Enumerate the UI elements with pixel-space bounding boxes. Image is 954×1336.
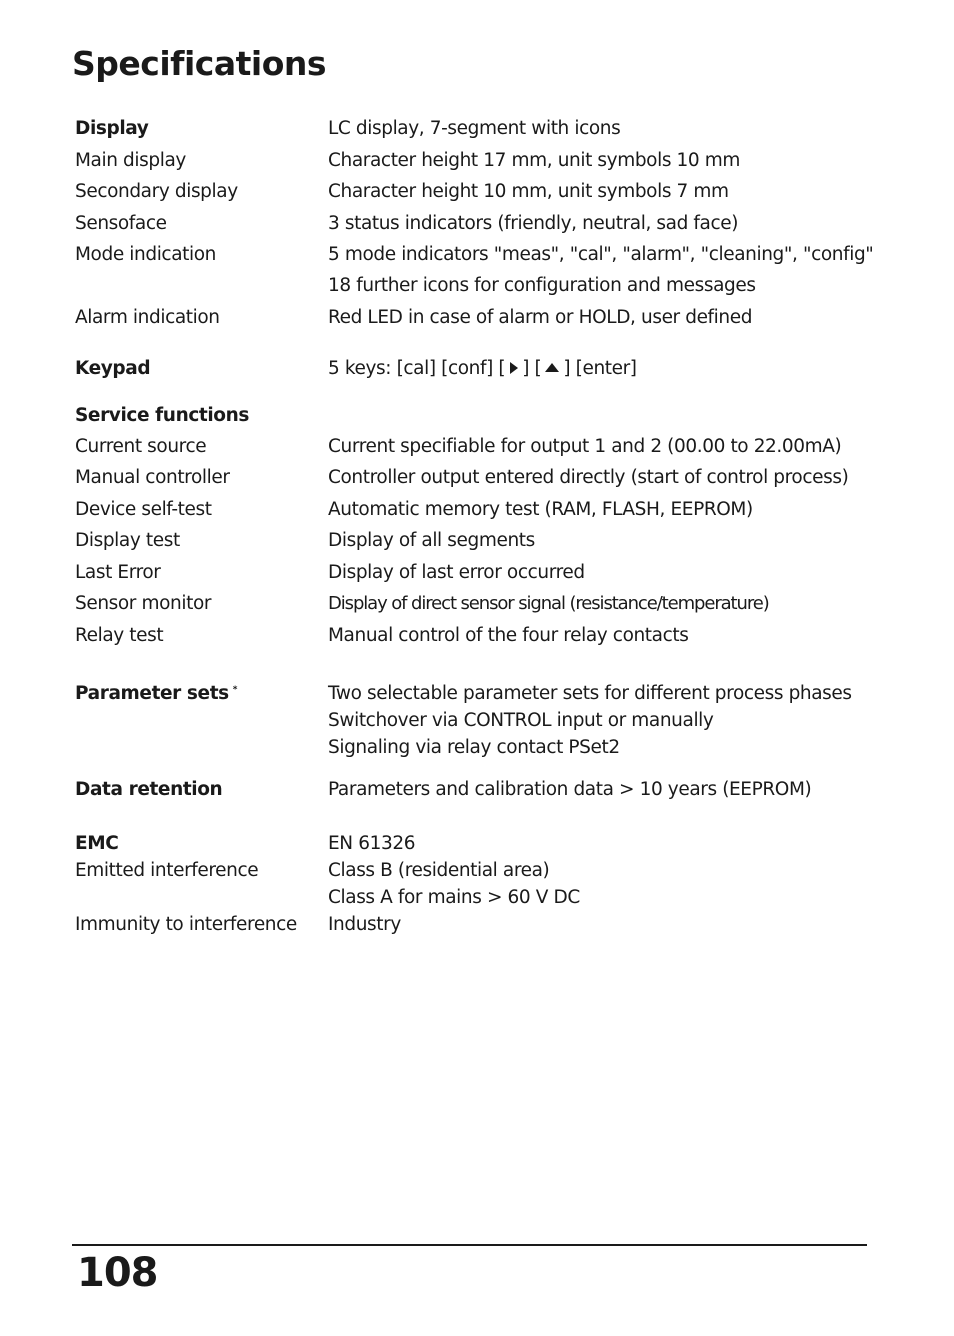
parameter-sets-label: Parameter sets <box>75 683 229 704</box>
spec-value: 18 further icons for configuration and messages <box>328 275 756 296</box>
spec-row-last-error <box>75 562 895 592</box>
spec-value: Industry <box>328 914 401 935</box>
spec-value: LC display, 7-segment with icons <box>328 118 621 139</box>
spec-value: Display of last error occurred <box>328 562 585 583</box>
keypad-text-2: ] [ <box>522 358 542 379</box>
spec-value <box>328 358 637 379</box>
spec-row-manual-controller <box>75 467 895 497</box>
spec-row-display <box>75 118 895 148</box>
spec-row-sensor-monitor <box>75 593 895 623</box>
spec-value: Character height 17 mm, unit symbols 10 mm <box>328 150 741 171</box>
spec-row-emitted-interference-cont <box>75 887 895 917</box>
spec-label: Secondary display <box>75 181 238 202</box>
spec-value: Character height 10 mm, unit symbols 7 mm <box>328 181 729 202</box>
spec-label: Device self-test <box>75 499 212 520</box>
spec-value: Switchover via CONTROL input or manually <box>328 710 714 731</box>
spec-value: 5 mode indicators "meas", "cal", "alarm", "cleaning", "config" <box>328 244 874 265</box>
triangle-up-icon <box>545 363 559 372</box>
spec-value: Current specifiable for output 1 and 2 (00.00 to 22.00mA) <box>328 436 842 457</box>
spec-row-mode-indication <box>75 244 895 274</box>
spec-row-sensoface <box>75 213 895 243</box>
spec-row-device-self-test <box>75 499 895 529</box>
spec-value: Controller output entered directly (start of control process) <box>328 467 849 488</box>
spec-row-keypad <box>75 358 895 388</box>
spec-row-relay-test <box>75 625 895 655</box>
spec-label: Sensoface <box>75 213 167 234</box>
spec-label: Manual controller <box>75 467 230 488</box>
spec-row-emc <box>75 833 895 863</box>
spec-row-data-retention <box>75 779 895 809</box>
spec-row-alarm-indication <box>75 307 895 337</box>
page-number: 108 <box>77 1250 158 1296</box>
spec-label: Emitted interference <box>75 860 259 881</box>
spec-row-mode-indication-cont <box>75 275 895 305</box>
spec-row-secondary-display <box>75 181 895 211</box>
spec-value: Parameters and calibration data > 10 years (EEPROM) <box>328 779 812 800</box>
footer-divider <box>72 1244 867 1246</box>
spec-row-parameter-sets <box>75 683 895 713</box>
spec-value: Class A for mains > 60 V DC <box>328 887 580 908</box>
spec-value: Automatic memory test (RAM, FLASH, EEPROM) <box>328 499 753 520</box>
spec-value: EN 61326 <box>328 833 416 854</box>
spec-row-parameter-sets-cont-1 <box>75 710 895 740</box>
spec-value: Display of direct sensor signal (resistance/temperature) <box>328 593 769 614</box>
spec-label: Sensor monitor <box>75 593 212 614</box>
spec-row-display-test <box>75 530 895 560</box>
keypad-text-3: ] [enter] <box>563 358 637 379</box>
spec-label: Last Error <box>75 562 161 583</box>
spec-value: Red LED in case of alarm or HOLD, user defined <box>328 307 753 328</box>
spec-label: Relay test <box>75 625 164 646</box>
spec-value: Display of all segments <box>328 530 535 551</box>
spec-value: Two selectable parameter sets for different process phases <box>328 683 852 704</box>
triangle-right-icon <box>510 362 518 374</box>
spec-row-main-display <box>75 150 895 180</box>
section-heading-display: Display <box>75 118 149 139</box>
spec-value: 3 status indicators (friendly, neutral, sad face) <box>328 213 739 234</box>
spec-row-immunity <box>75 914 895 944</box>
spec-row-current-source <box>75 436 895 466</box>
section-heading-keypad: Keypad <box>75 358 151 379</box>
page-title: Specifications <box>72 44 327 83</box>
spec-row-service-functions <box>75 405 895 435</box>
section-heading-parameter-sets <box>75 683 237 704</box>
spec-label: Alarm indication <box>75 307 220 328</box>
spec-row-emitted-interference <box>75 860 895 890</box>
spec-label: Current source <box>75 436 207 457</box>
spec-label: Mode indication <box>75 244 216 265</box>
spec-value: Manual control of the four relay contacts <box>328 625 689 646</box>
section-heading-emc: EMC <box>75 833 119 854</box>
section-heading-data-retention: Data retention <box>75 779 223 800</box>
spec-label: Main display <box>75 150 186 171</box>
footnote-mark: * <box>232 684 238 695</box>
spec-value: Class B (residential area) <box>328 860 550 881</box>
keypad-text-1: 5 keys: [cal] [conf] [ <box>328 358 506 379</box>
spec-label: Display test <box>75 530 180 551</box>
spec-row-parameter-sets-cont-2 <box>75 737 895 767</box>
spec-label: Immunity to interference <box>75 914 297 935</box>
spec-value: Signaling via relay contact PSet2 <box>328 737 620 758</box>
section-heading-service-functions: Service functions <box>75 405 249 426</box>
